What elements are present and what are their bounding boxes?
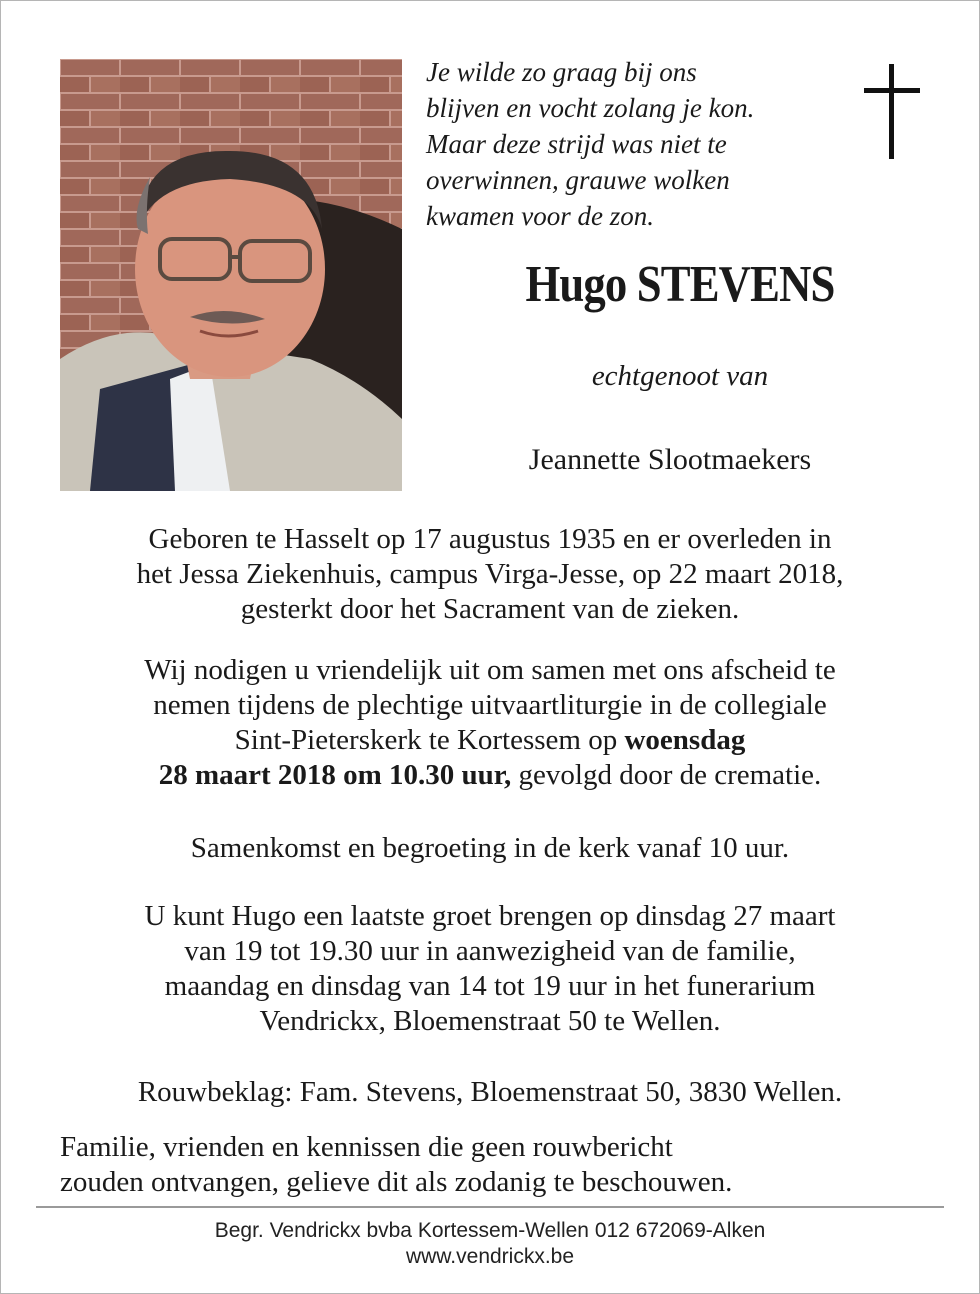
paragraph-line [40,758,940,793]
paragraph-line: het Jessa Ziekenhuis, campus Virga-Jesse, op 22 maart 2018, [136,558,844,590]
portrait-photo [60,59,402,491]
ceremony-followup: gevolgd door de crematie. [511,759,822,791]
poem-line: overwinnen, grauwe wolken [426,165,730,195]
ceremony-datetime: 28 maart 2018 om 10.30 uur, [158,759,512,791]
poem-line: blijven en vocht zolang je kon. [426,93,755,123]
paragraph-line [40,723,940,758]
viewing-paragraph [40,899,940,1039]
poem-line: Je wilde zo graag bij ons [426,57,697,87]
ceremony-day: woensdag [624,724,746,756]
divider [36,1206,944,1208]
paragraph-line: U kunt Hugo een laatste groet brengen op dinsdag 27 maart [144,900,836,932]
paragraph-line: gesterkt door het Sacrament van de zieken. [240,593,740,625]
spouse-name: Jeannette Slootmaekers [528,443,812,476]
paragraph-line: Rouwbeklag: Fam. Stevens, Bloemenstraat 50, 3830 Wellen. [137,1076,843,1108]
ceremony-place: Sint-Pieterskerk te Kortessem op [234,724,625,756]
undertaker-website: www.vendrickx.be [405,1245,575,1268]
paragraph-line: nemen tijdens de plechtige uitvaartliturgie in de collegiale [153,689,827,721]
paragraph-line: maandag en dinsdag van 14 tot 19 uur in het funerarium [164,970,816,1002]
notice-paragraph [60,1130,920,1200]
condolence-address [40,1075,940,1110]
paragraph-line: zouden ontvangen, gelieve dit als zodanig te beschouwen. [60,1166,733,1198]
poem-line: kwamen voor de zon. [426,201,654,231]
paragraph-line: Familie, vrienden en kennissen die geen rouwbericht [60,1131,673,1163]
deceased-name: Hugo STEVENS [525,256,835,313]
poem-line: Maar deze strijd was niet te [426,129,727,159]
footer [40,1218,940,1270]
paragraph-line: Wij nodigen u vriendelijk uit om samen met ons afscheid te [144,654,836,686]
ceremony-paragraph [40,653,940,793]
relation-label: echtgenoot van [591,360,769,392]
poem [426,54,846,234]
paragraph-line: van 19 tot 19.30 uur in aanwezigheid van de familie, [184,935,796,967]
paragraph-line: Vendrickx, Bloemenstraat 50 te Wellen. [259,1005,721,1037]
gathering-paragraph [40,831,940,866]
cross-icon [864,64,920,159]
paragraph-line: Geboren te Hasselt op 17 augustus 1935 en er overleden in [148,523,832,555]
undertaker-info: Begr. Vendrickx bvba Kortessem-Wellen 012 672069-Alken [214,1219,766,1242]
paragraph-line: Samenkomst en begroeting in de kerk vanaf 10 uur. [190,832,790,864]
birth-death-paragraph [40,522,940,627]
